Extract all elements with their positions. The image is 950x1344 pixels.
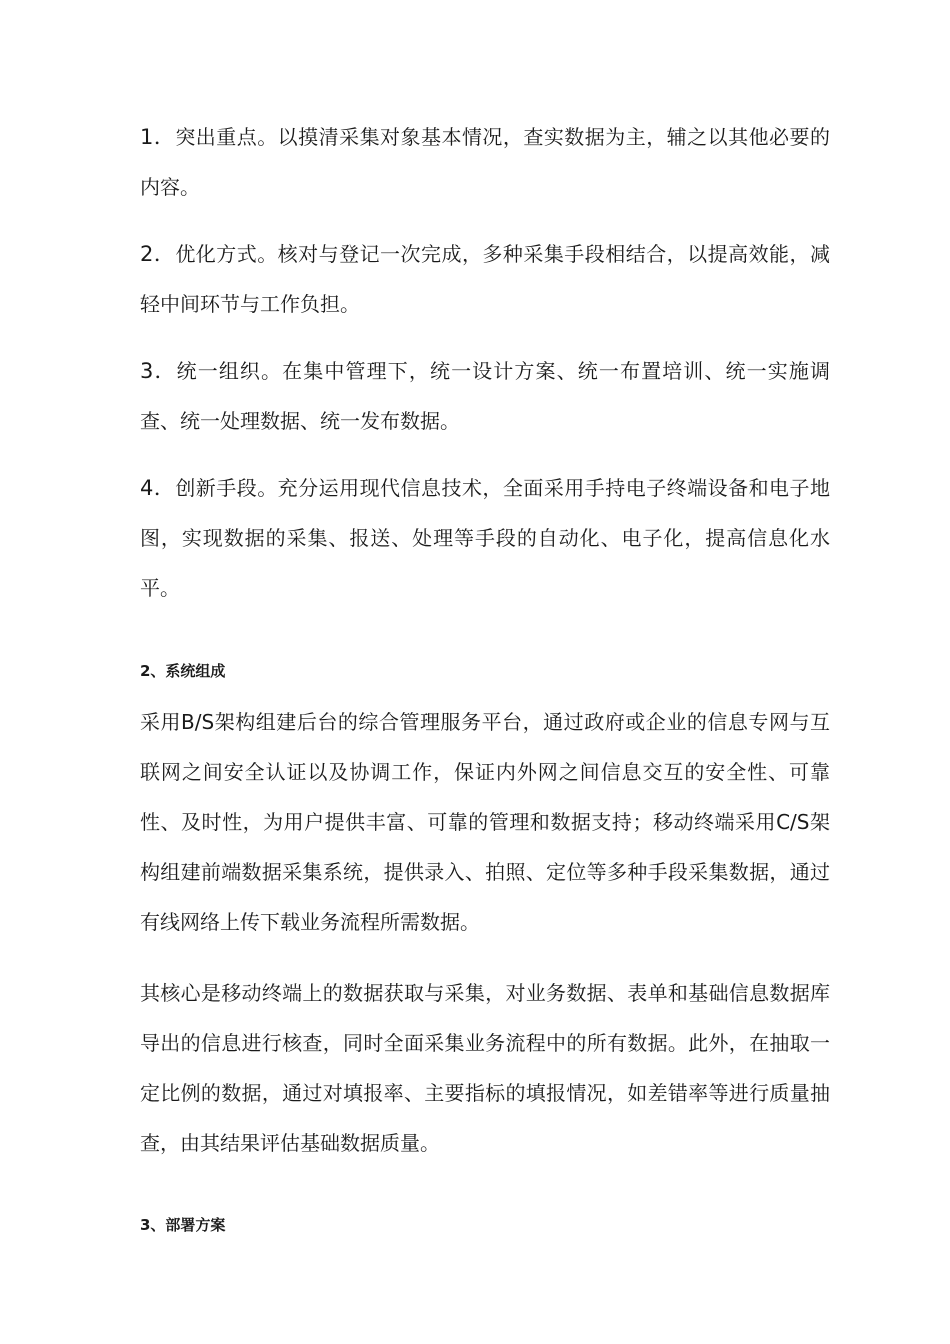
principle-item-1 (140, 112, 830, 212)
core-paragraph: 其核心是移动终端上的数据获取与采集，对业务数据、表单和基础信息数据库导出的信息进行核查，同时全面采集业务流程中的所有数据。此外，在抽取一定比例的数据，通过对填报率、主要指标的填报情况，如差错率等进行质量抽查，由其结果评估基础数据质量。 (140, 981, 830, 1155)
item-number: 4． (140, 476, 176, 500)
item-text: 优化方式。核对与登记一次完成，多种采集手段相结合，以提高效能，减轻中间环节与工作负担。 (140, 242, 830, 316)
principle-item-4 (140, 463, 830, 613)
system-composition-paragraph: 采用B/S架构组建后台的综合管理服务平台，通过政府或企业的信息专网与互联网之间安全认证以及协调工作，保证内外网之间信息交互的安全性、可靠性、及时性，为用户提供丰富、可靠的管理和数据支持；移动终端采用C/S架构组建前端数据采集系统，提供录入、拍照、定位等多种手段采集数据，通过有线网络上传下载业务流程所需数据。 (140, 710, 830, 934)
section-heading-deployment: 3、部署方案 (140, 1216, 226, 1234)
item-text: 突出重点。以摸清采集对象基本情况，查实数据为主，辅之以其他必要的内容。 (140, 125, 830, 199)
item-number: 1． (140, 125, 176, 149)
principle-item-3 (140, 346, 830, 446)
item-text: 统一组织。在集中管理下，统一设计方案、统一布置培训、统一实施调查、统一处理数据、统一发布数据。 (140, 359, 830, 433)
item-number: 3． (140, 359, 177, 383)
item-number: 2． (140, 242, 176, 266)
section-heading-system-composition: 2、系统组成 (140, 662, 226, 680)
document-page (140, 112, 830, 1237)
principle-item-2 (140, 229, 830, 329)
item-text: 创新手段。充分运用现代信息技术，全面采用手持电子终端设备和电子地图，实现数据的采集、报送、处理等手段的自动化、电子化，提高信息化水平。 (140, 476, 830, 600)
